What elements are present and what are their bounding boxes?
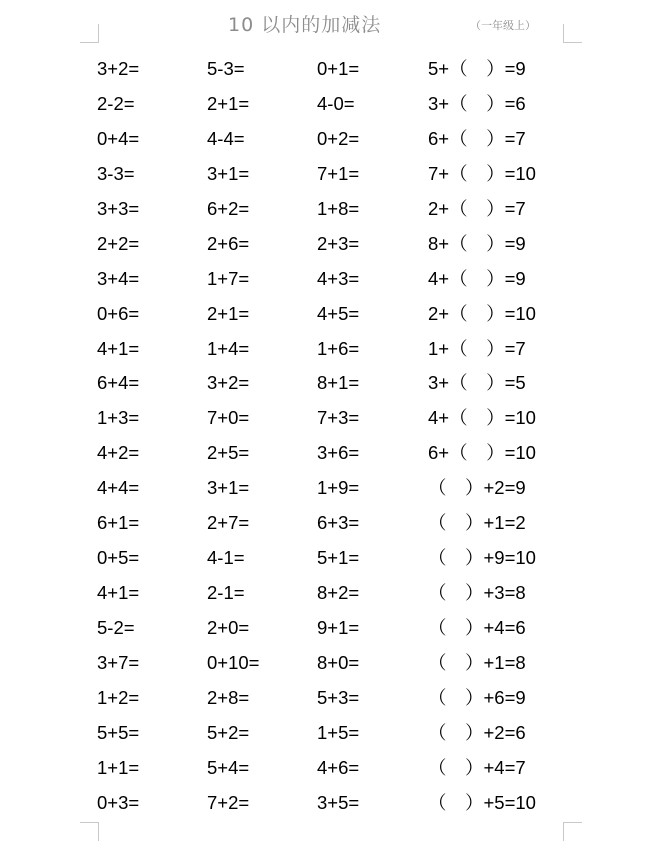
- arithmetic-problem: 4+3=: [317, 267, 360, 289]
- problem-row: [0, 611, 661, 646]
- page-corner-mark-bottom-right: [563, 822, 582, 841]
- arithmetic-problem: 1+4=: [207, 337, 250, 359]
- fill-in-blank-problem[interactable]: 4+（ ）=9: [428, 267, 526, 289]
- problem-row: [0, 506, 661, 541]
- arithmetic-problem: 2+1=: [207, 92, 250, 114]
- problem-row: [0, 297, 661, 332]
- fill-in-blank-problem[interactable]: （ ）+9=10: [428, 547, 536, 569]
- problem-row: [0, 646, 661, 681]
- arithmetic-problem: 8+1=: [317, 372, 360, 394]
- fill-in-blank-problem[interactable]: 2+（ ）=10: [428, 302, 536, 324]
- arithmetic-problem: 1+8=: [317, 197, 360, 219]
- arithmetic-problem: 1+9=: [317, 477, 360, 499]
- problem-row: [0, 471, 661, 506]
- arithmetic-problem: 3+4=: [97, 267, 140, 289]
- arithmetic-problem: 7+2=: [207, 791, 250, 813]
- arithmetic-problem: 2-1=: [207, 582, 245, 604]
- problem-row: [0, 332, 661, 367]
- arithmetic-problem: 3+1=: [207, 162, 250, 184]
- arithmetic-problem: 8+2=: [317, 582, 360, 604]
- problem-row: [0, 262, 661, 297]
- arithmetic-problem: 1+7=: [207, 267, 250, 289]
- arithmetic-problem: 5+3=: [317, 686, 360, 708]
- arithmetic-problem: 2+6=: [207, 232, 250, 254]
- fill-in-blank-problem[interactable]: （ ）+5=10: [428, 791, 536, 813]
- arithmetic-problem: 6+1=: [97, 512, 140, 534]
- fill-in-blank-problem[interactable]: 8+（ ）=9: [428, 232, 526, 254]
- arithmetic-problem: 7+1=: [317, 162, 360, 184]
- page-title: 10 以内的加减法: [228, 14, 382, 36]
- arithmetic-problem: 2+5=: [207, 442, 250, 464]
- fill-in-blank-problem[interactable]: （ ）+4=7: [428, 756, 526, 778]
- fill-in-blank-problem[interactable]: 6+（ ）=7: [428, 127, 526, 149]
- arithmetic-problem: 0+1=: [317, 58, 360, 79]
- arithmetic-problem: 6+2=: [207, 197, 250, 219]
- fill-in-blank-problem[interactable]: 4+（ ）=10: [428, 407, 536, 429]
- problem-row: [0, 366, 661, 401]
- arithmetic-problem: 1+6=: [317, 337, 360, 359]
- arithmetic-problem: 0+6=: [97, 302, 140, 324]
- arithmetic-problem: 4+5=: [317, 302, 360, 324]
- fill-in-blank-problem[interactable]: 7+（ ）=10: [428, 162, 536, 184]
- problem-row: [0, 87, 661, 122]
- arithmetic-problem: 0+5=: [97, 547, 140, 569]
- arithmetic-problem: 4+2=: [97, 442, 140, 464]
- arithmetic-problem: 6+3=: [317, 512, 360, 534]
- fill-in-blank-problem[interactable]: 6+（ ）=10: [428, 442, 536, 464]
- arithmetic-problem: 2+0=: [207, 617, 250, 638]
- arithmetic-problem: 5+1=: [317, 547, 360, 569]
- arithmetic-problem: 3+2=: [97, 58, 140, 79]
- arithmetic-problem: 2+8=: [207, 686, 250, 708]
- problem-row: [0, 122, 661, 157]
- arithmetic-problem: 8+0=: [317, 651, 360, 673]
- arithmetic-problem: 3+2=: [207, 372, 250, 394]
- fill-in-blank-problem[interactable]: （ ）+1=8: [428, 651, 526, 673]
- arithmetic-problem: 3-3=: [97, 162, 135, 184]
- page-corner-mark-top-left: [80, 24, 99, 43]
- fill-in-blank-problem[interactable]: （ ）+2=9: [428, 477, 526, 499]
- grade-subtitle: （一年级上）: [470, 19, 536, 32]
- problem-row: [0, 786, 661, 821]
- fill-in-blank-problem[interactable]: （ ）+1=2: [428, 512, 526, 534]
- fill-in-blank-problem[interactable]: 5+（ ）=9: [428, 58, 526, 79]
- arithmetic-problem: 4+6=: [317, 756, 360, 778]
- arithmetic-problem: 2+3=: [317, 232, 360, 254]
- arithmetic-problem: 4+1=: [97, 337, 140, 359]
- problem-row: [0, 52, 661, 87]
- arithmetic-problem: 1+5=: [317, 721, 360, 743]
- problem-row: [0, 192, 661, 227]
- arithmetic-problem: 4-4=: [207, 127, 245, 149]
- arithmetic-problem: 3+7=: [97, 651, 140, 673]
- page-corner-mark-bottom-left: [80, 822, 99, 841]
- arithmetic-problem: 5+2=: [207, 721, 250, 743]
- arithmetic-problem: 7+3=: [317, 407, 360, 429]
- fill-in-blank-problem[interactable]: （ ）+4=6: [428, 617, 526, 638]
- problem-row: [0, 227, 661, 262]
- arithmetic-problem: 1+1=: [97, 756, 140, 778]
- arithmetic-problem: 2+1=: [207, 302, 250, 324]
- problem-row: [0, 576, 661, 611]
- problem-row: [0, 436, 661, 471]
- arithmetic-problem: 2+2=: [97, 232, 140, 254]
- fill-in-blank-problem[interactable]: 1+（ ）=7: [428, 337, 526, 359]
- arithmetic-problem: 1+3=: [97, 407, 140, 429]
- arithmetic-problem: 9+1=: [317, 617, 360, 638]
- arithmetic-problem: 6+4=: [97, 372, 140, 394]
- arithmetic-problem: 5+5=: [97, 721, 140, 743]
- problem-grid: [0, 52, 661, 821]
- arithmetic-problem: 2+7=: [207, 512, 250, 534]
- problem-row: [0, 681, 661, 716]
- arithmetic-problem: 0+10=: [207, 651, 260, 673]
- fill-in-blank-problem[interactable]: 3+（ ）=5: [428, 372, 526, 394]
- arithmetic-problem: 4+1=: [97, 582, 140, 604]
- arithmetic-problem: 5+4=: [207, 756, 250, 778]
- arithmetic-problem: 4+4=: [97, 477, 140, 499]
- arithmetic-problem: 5-3=: [207, 58, 245, 79]
- problem-row: [0, 401, 661, 436]
- arithmetic-problem: 0+2=: [317, 127, 360, 149]
- fill-in-blank-problem[interactable]: （ ）+6=9: [428, 686, 526, 708]
- problem-row: [0, 541, 661, 576]
- fill-in-blank-problem[interactable]: 2+（ ）=7: [428, 197, 526, 219]
- arithmetic-problem: 3+5=: [317, 791, 360, 813]
- arithmetic-problem: 4-0=: [317, 92, 355, 114]
- arithmetic-problem: 0+3=: [97, 791, 140, 813]
- fill-in-blank-problem[interactable]: 3+（ ）=6: [428, 92, 526, 114]
- arithmetic-problem: 0+4=: [97, 127, 140, 149]
- fill-in-blank-problem[interactable]: （ ）+3=8: [428, 582, 526, 604]
- arithmetic-problem: 3+6=: [317, 442, 360, 464]
- arithmetic-problem: 5-2=: [97, 617, 135, 638]
- arithmetic-problem: 3+3=: [97, 197, 140, 219]
- problem-row: [0, 716, 661, 751]
- arithmetic-problem: 4-1=: [207, 547, 245, 569]
- arithmetic-problem: 2-2=: [97, 92, 135, 114]
- page-corner-mark-top-right: [563, 24, 582, 43]
- fill-in-blank-problem[interactable]: （ ）+2=6: [428, 721, 526, 743]
- arithmetic-problem: 1+2=: [97, 686, 140, 708]
- arithmetic-problem: 7+0=: [207, 407, 250, 429]
- problem-row: [0, 157, 661, 192]
- problem-row: [0, 751, 661, 786]
- arithmetic-problem: 3+1=: [207, 477, 250, 499]
